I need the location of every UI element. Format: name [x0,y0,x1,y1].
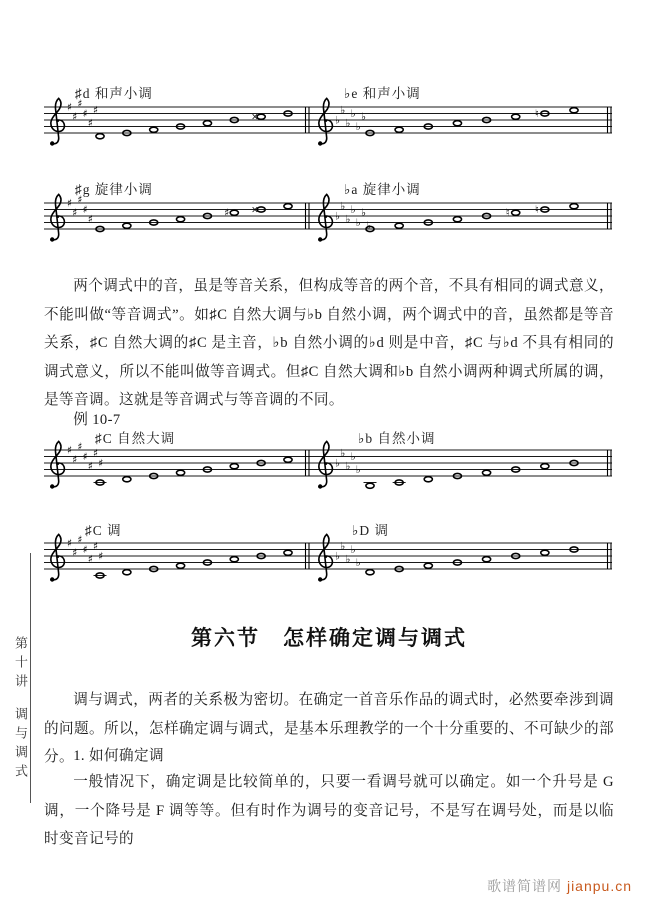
svg-text:♯: ♯ [93,104,99,117]
chapter-margin-text [11,636,30,783]
label-e-flat-harmonic-minor: ♭e 和声小调 [344,86,421,101]
accidental-glyph: ♯ [224,207,230,220]
svg-text:♯: ♯ [67,101,73,114]
whole-note [176,563,184,568]
staff-system-row-2 [42,178,614,258]
whole-note [570,204,578,209]
svg-text:♭: ♭ [350,107,356,120]
svg-text:♭: ♭ [361,207,366,220]
whole-note [541,550,549,555]
label-c-sharp-key: ♯C 调 [85,523,122,538]
svg-text:♭: ♭ [366,220,372,233]
label-d-flat-key: ♭D 调 [352,523,389,538]
svg-text:♭: ♭ [335,550,340,563]
svg-text:♭: ♭ [355,556,361,569]
whole-note [284,204,292,209]
staff-system-row-4 [42,519,614,599]
treble-clef-icon [50,194,64,241]
whole-note [203,121,211,126]
whole-note [176,470,184,475]
svg-text:♯: ♯ [67,537,73,550]
svg-text:♭: ♭ [350,203,356,216]
whole-note [96,134,104,139]
watermark [487,876,632,896]
svg-text:♯: ♯ [98,550,104,563]
whole-note [123,223,131,228]
chapter-lecture-label: 第十讲 [13,636,28,693]
staff-notation-harmonic-minor [42,93,614,157]
accidental-glyph: ♮ [534,203,539,216]
svg-text:♯: ♯ [93,540,99,553]
svg-text:♭: ♭ [335,114,340,127]
section-heading: 第六节 怎样确定调与调式 [191,626,467,650]
whole-note [150,127,158,132]
list-item-how-to-determine-key: 1. 如何确定调 [73,748,164,764]
svg-text:♯: ♯ [82,450,88,463]
svg-text:♭: ♭ [345,117,351,130]
svg-text:♯: ♯ [87,553,93,566]
svg-text:♯: ♯ [82,543,88,556]
whole-note [366,483,374,488]
whole-note [230,557,238,562]
whole-note [395,223,403,228]
whole-note [512,210,520,215]
paragraph-determining-key: 一般情况下，确定调是比较简单的，只要一看调号就可以确定。如一个升号是 G 调，一个降号是 F 调等等。但有时作为调号的变音记号，不是写在调号处，而是以临时变音记号的 [44,774,614,847]
whole-note [123,477,131,482]
svg-text:♭: ♭ [350,450,356,463]
svg-text:♯: ♯ [82,203,88,216]
accidental-glyph: × [251,205,259,216]
svg-text:♯: ♯ [87,460,93,473]
svg-text:♯: ♯ [98,457,104,470]
svg-text:♭: ♭ [361,111,366,124]
whole-note [482,470,490,475]
treble-clef-icon [318,98,332,145]
staff-system-row-3 [42,427,614,507]
accidental-glyph: ♮ [505,207,510,220]
whole-note [230,210,238,215]
whole-note [541,464,549,469]
whole-note [284,550,292,555]
svg-text:♭: ♭ [335,210,340,223]
svg-text:♯: ♯ [72,547,78,560]
label-c-sharp-natural-major: ♯C 自然大调 [95,431,176,446]
svg-text:♭: ♭ [345,460,351,473]
whole-note [482,557,490,562]
whole-note [230,464,238,469]
whole-note [424,477,432,482]
whole-note [395,127,403,132]
svg-text:♯: ♯ [87,213,93,226]
svg-text:♯: ♯ [93,447,99,460]
svg-text:♯: ♯ [67,444,73,457]
svg-text:♯: ♯ [77,441,83,454]
svg-text:♭: ♭ [340,540,346,553]
chapter-margin-rule [30,553,31,803]
svg-text:♭: ♭ [345,213,351,226]
accidental-glyph: × [251,112,259,123]
staff-system-row-1 [42,82,614,162]
svg-text:♯: ♯ [77,98,83,111]
svg-text:♭: ♭ [340,200,346,213]
staff-notation-enharmonic-keys [42,529,614,593]
watermark-site-name: 歌谱简谱网 [487,878,567,894]
label-g-sharp-melodic-minor: ♯g 旋律小调 [75,182,153,197]
svg-text:♯: ♯ [72,207,78,220]
svg-text:♯: ♯ [72,454,78,467]
whole-note [366,570,374,575]
label-d-sharp-harmonic-minor: ♯d 和声小调 [75,86,153,101]
whole-note [176,217,184,222]
treble-clef-icon [50,534,64,581]
treble-clef-icon [318,441,332,488]
paragraph-enharmonic-modes: 两个调式中的音，虽是等音关系，但构成等音的两个音，不具有相同的调式意义，不能叫做“等音调式”。如♯C 自然大调与♭b 自然小调，两个调式中的音，虽然都是等音关系，♯C 自然大调的♯C 是主音，♭b 自然小调的♭d 则是中音，♯C 与♭d 不具有相同的调式意义，所以不能叫做等音调式。但♯C 自然大调和♭b 自然小调两种调式所属的调，是等音调。这就是等音调式与等音调的不同。 [44,278,614,408]
treble-clef-icon [50,98,64,145]
paragraph-key-mode-relation: 调与调式，两者的关系极为密切。在确定一首音乐作品的调式时，必然要牵涉到调的问题。所以，怎样确定调与调式，是基本乐理教学的一个十分重要的、不可缺少的部分。 [44,692,614,765]
whole-note [123,570,131,575]
svg-text:♯: ♯ [72,111,78,124]
whole-note [570,108,578,113]
svg-text:♭: ♭ [335,457,340,470]
whole-note [453,121,461,126]
svg-text:♯: ♯ [87,117,93,130]
svg-text:♭: ♭ [355,120,361,133]
example-number-label: 例 10-7 [73,412,121,428]
whole-note [512,114,520,119]
svg-text:♭: ♭ [355,463,361,476]
whole-note [424,563,432,568]
svg-text:♭: ♭ [350,543,356,556]
svg-text:♯: ♯ [77,194,83,207]
svg-text:♭: ♭ [340,104,346,117]
whole-note [284,457,292,462]
staff-notation-melodic-minor [42,189,614,253]
watermark-site-url[interactable]: jianpu.cn [566,878,632,894]
staff-notation-natural-scales [42,436,614,500]
svg-text:♭: ♭ [355,216,361,229]
svg-text:♯: ♯ [77,534,83,547]
treble-clef-icon [318,194,332,241]
accidental-glyph: ♮ [534,107,539,120]
svg-text:♯: ♯ [67,197,73,210]
svg-text:♭: ♭ [345,553,351,566]
label-a-flat-melodic-minor: ♭a 旋律小调 [344,182,421,197]
chapter-topic-label: 调与调式 [13,707,28,783]
label-b-flat-natural-minor: ♭b 自然小调 [358,431,436,446]
whole-note [453,217,461,222]
svg-text:♭: ♭ [340,447,346,460]
treble-clef-icon [50,441,64,488]
treble-clef-icon [318,534,332,581]
svg-text:♯: ♯ [82,107,88,120]
